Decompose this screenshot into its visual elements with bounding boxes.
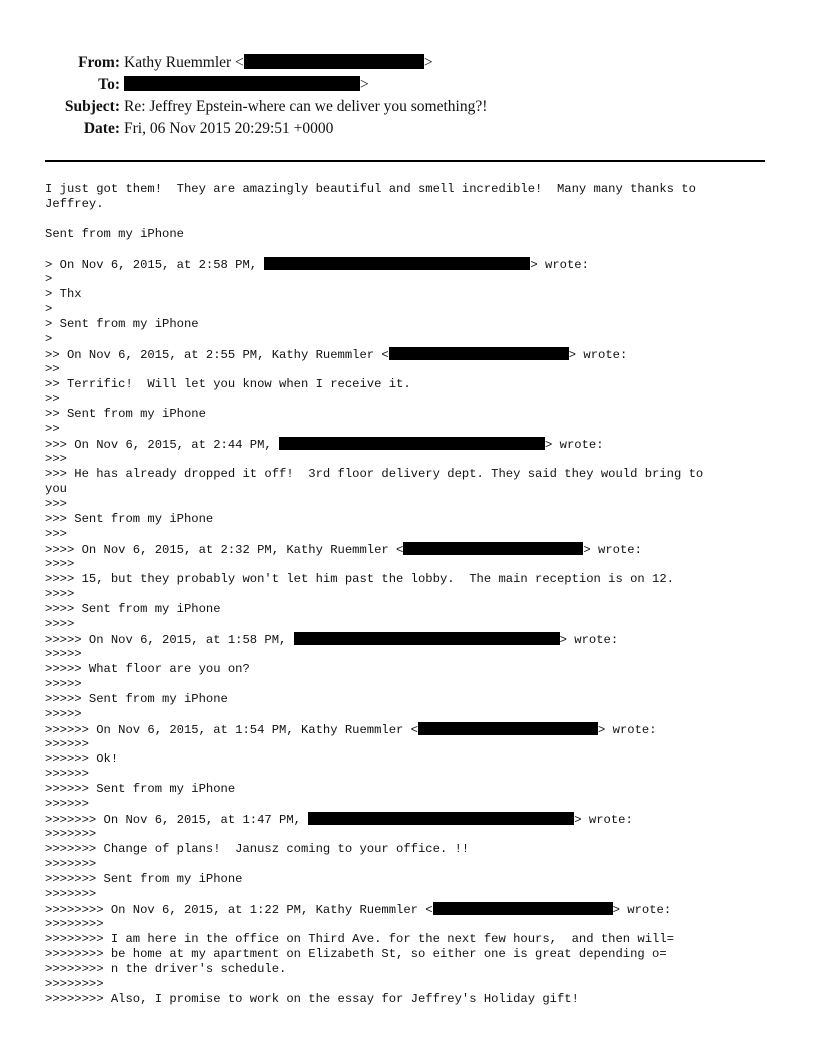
body-line bbox=[45, 212, 775, 227]
line-text: >>> bbox=[45, 497, 67, 511]
wrote-suffix: > wrote: bbox=[574, 813, 633, 827]
body-line bbox=[45, 872, 775, 887]
date-row bbox=[0, 118, 816, 140]
body-line bbox=[45, 812, 775, 827]
body-line bbox=[45, 692, 775, 707]
line-text: >>> bbox=[45, 527, 67, 541]
line-text: >>>>> What floor are you on? bbox=[45, 662, 250, 676]
line-text: >>>>>> Ok! bbox=[45, 752, 119, 766]
body-line bbox=[45, 197, 775, 212]
body-line bbox=[45, 962, 775, 977]
body-line bbox=[45, 542, 775, 557]
body-line bbox=[45, 932, 775, 947]
line-text: >>>>> bbox=[45, 707, 82, 721]
line-text: >>>>>> On Nov 6, 2015, at 1:54 PM, Kathy Ruemmler < bbox=[45, 723, 418, 737]
wrote-suffix: > wrote: bbox=[530, 258, 589, 272]
line-text: >> Terrific! Will let you know when I receive it. bbox=[45, 377, 411, 391]
line-text: >>>>>> bbox=[45, 767, 89, 781]
wrote-suffix: > wrote: bbox=[598, 723, 657, 737]
body-line bbox=[45, 887, 775, 902]
body-line bbox=[45, 977, 775, 992]
email-redaction bbox=[418, 722, 598, 735]
line-text: >>>>>> bbox=[45, 797, 89, 811]
line-text: >>>>>>>> Also, I promise to work on the essay for Jeffrey's Holiday gift! bbox=[45, 992, 579, 1006]
email-redaction bbox=[279, 437, 545, 450]
body-line bbox=[45, 737, 775, 752]
body-line bbox=[45, 317, 775, 332]
body-line bbox=[45, 647, 775, 662]
body-line bbox=[45, 617, 775, 632]
line-text: > On Nov 6, 2015, at 2:58 PM, bbox=[45, 258, 265, 272]
line-text: >>>>>>> bbox=[45, 887, 97, 901]
wrote-suffix: > wrote: bbox=[568, 348, 628, 362]
from-row bbox=[0, 52, 816, 74]
email-redaction bbox=[294, 632, 560, 645]
line-text: > bbox=[45, 302, 53, 316]
line-text: >>>> bbox=[45, 587, 75, 601]
body-line bbox=[45, 437, 775, 452]
line-text: Sent from my iPhone bbox=[45, 227, 184, 241]
body-line bbox=[45, 497, 775, 512]
body-line bbox=[45, 797, 775, 812]
body-line bbox=[45, 467, 775, 482]
email-body bbox=[45, 182, 775, 1007]
line-text: >> On Nov 6, 2015, at 2:55 PM, Kathy Ruemmler < bbox=[45, 348, 389, 362]
subject-label: Subject: bbox=[64, 98, 120, 115]
to-label: To: bbox=[98, 76, 120, 93]
wrote-suffix: > wrote: bbox=[583, 543, 642, 557]
email-redaction bbox=[389, 347, 569, 360]
email-redaction bbox=[433, 902, 613, 915]
line-text: > Thx bbox=[45, 287, 82, 301]
line-text: >>>> bbox=[45, 557, 75, 571]
body-line bbox=[45, 947, 775, 962]
body-line bbox=[45, 452, 775, 467]
line-text: >>>>>>> bbox=[45, 857, 97, 871]
line-text: >>>> Sent from my iPhone bbox=[45, 602, 221, 616]
body-line bbox=[45, 572, 775, 587]
body-line bbox=[45, 422, 775, 437]
body-line bbox=[45, 287, 775, 302]
line-text: > bbox=[45, 272, 53, 286]
line-text: >>>>>>> On Nov 6, 2015, at 1:47 PM, bbox=[45, 813, 309, 827]
line-text: >> bbox=[45, 422, 60, 436]
line-text: >>>>>>> Sent from my iPhone bbox=[45, 872, 243, 886]
wrote-suffix: > wrote: bbox=[545, 438, 604, 452]
line-text: >>>>>> Sent from my iPhone bbox=[45, 782, 236, 796]
to-close: > bbox=[360, 76, 369, 93]
body-line bbox=[45, 587, 775, 602]
line-text: you bbox=[45, 482, 67, 496]
body-line bbox=[45, 362, 775, 377]
email-redaction bbox=[308, 812, 574, 825]
line-text: >>>>>>>> bbox=[45, 977, 104, 991]
subject-text: Re: Jeffrey Epstein-where can we deliver you something?! bbox=[124, 98, 488, 115]
line-text: >>>>> On Nov 6, 2015, at 1:58 PM, bbox=[45, 633, 294, 647]
email-header bbox=[0, 52, 816, 152]
line-text: >>>>> bbox=[45, 647, 82, 661]
body-line bbox=[45, 332, 775, 347]
body-line bbox=[45, 902, 775, 917]
body-line bbox=[45, 707, 775, 722]
body-line bbox=[45, 242, 775, 257]
from-close: > bbox=[423, 54, 433, 71]
from-name: Kathy Ruemmler < bbox=[124, 54, 244, 71]
line-text: >>>> On Nov 6, 2015, at 2:32 PM, Kathy Ruemmler < bbox=[45, 543, 404, 557]
header-divider bbox=[45, 160, 765, 162]
line-text: I just got them! They are amazingly beautiful and smell incredible! Many many thanks to bbox=[45, 182, 696, 196]
line-text: > Sent from my iPhone bbox=[45, 317, 199, 331]
wrote-suffix: > wrote: bbox=[612, 903, 672, 917]
date-text: Fri, 06 Nov 2015 20:29:51 +0000 bbox=[124, 120, 334, 137]
body-line bbox=[45, 347, 775, 362]
body-line bbox=[45, 827, 775, 842]
email-redaction bbox=[264, 257, 530, 270]
line-text: >>>>>>>> be home at my apartment on Elizabeth St, so either one is great depending o= bbox=[45, 947, 667, 961]
body-line bbox=[45, 482, 775, 497]
line-text: >>> bbox=[45, 452, 67, 466]
subject-row bbox=[0, 96, 816, 118]
line-text: >>>>>> bbox=[45, 737, 89, 751]
body-line bbox=[45, 782, 775, 797]
line-text: >>> Sent from my iPhone bbox=[45, 512, 214, 526]
body-line bbox=[45, 302, 775, 317]
line-text: >>>>> Sent from my iPhone bbox=[45, 692, 228, 706]
body-line bbox=[45, 557, 775, 572]
line-text: >>> He has already dropped it off! 3rd floor delivery dept. They said they would bring to bbox=[45, 467, 704, 481]
line-text: >> Sent from my iPhone bbox=[45, 407, 206, 421]
body-line bbox=[45, 992, 775, 1007]
line-text: >> bbox=[45, 362, 60, 376]
body-line bbox=[45, 632, 775, 647]
line-text: >>>>>>>> n the driver's schedule. bbox=[45, 962, 287, 976]
date-label: Date: bbox=[83, 120, 120, 137]
body-line bbox=[45, 272, 775, 287]
body-line bbox=[45, 407, 775, 422]
line-text: >>>>>>> bbox=[45, 827, 97, 841]
body-line bbox=[45, 857, 775, 872]
line-text: >>>> bbox=[45, 617, 75, 631]
wrote-suffix: > wrote: bbox=[559, 633, 619, 647]
body-line bbox=[45, 602, 775, 617]
body-line bbox=[45, 722, 775, 737]
line-text: >>>>>>>> bbox=[45, 917, 104, 931]
line-text: Jeffrey. bbox=[45, 197, 104, 211]
line-text: >>>>>>>> I am here in the office on Third Ave. for the next few hours, and then will= bbox=[45, 932, 674, 946]
to-redaction bbox=[124, 76, 360, 91]
body-line bbox=[45, 842, 775, 857]
to-row bbox=[0, 74, 816, 96]
line-text: >>>>>>> Change of plans! Janusz coming to your office. !! bbox=[45, 842, 470, 856]
body-line bbox=[45, 377, 775, 392]
body-line bbox=[45, 527, 775, 542]
email-redaction bbox=[403, 542, 583, 555]
from-redaction bbox=[244, 54, 424, 69]
body-line bbox=[45, 677, 775, 692]
body-line bbox=[45, 752, 775, 767]
line-text: >>>>> bbox=[45, 677, 82, 691]
line-text: >>> On Nov 6, 2015, at 2:44 PM, bbox=[45, 438, 280, 452]
body-line bbox=[45, 512, 775, 527]
body-line bbox=[45, 257, 775, 272]
body-line bbox=[45, 662, 775, 677]
from-label: From: bbox=[78, 54, 120, 71]
body-line bbox=[45, 767, 775, 782]
body-line bbox=[45, 227, 775, 242]
line-text: >>>> 15, but they probably won't let him past the lobby. The main reception is on 12. bbox=[45, 572, 674, 586]
line-text: > bbox=[45, 332, 53, 346]
line-text: >> bbox=[45, 392, 60, 406]
body-line bbox=[45, 392, 775, 407]
body-line bbox=[45, 182, 775, 197]
line-text: >>>>>>>> On Nov 6, 2015, at 1:22 PM, Kathy Ruemmler < bbox=[45, 903, 433, 917]
body-line bbox=[45, 917, 775, 932]
